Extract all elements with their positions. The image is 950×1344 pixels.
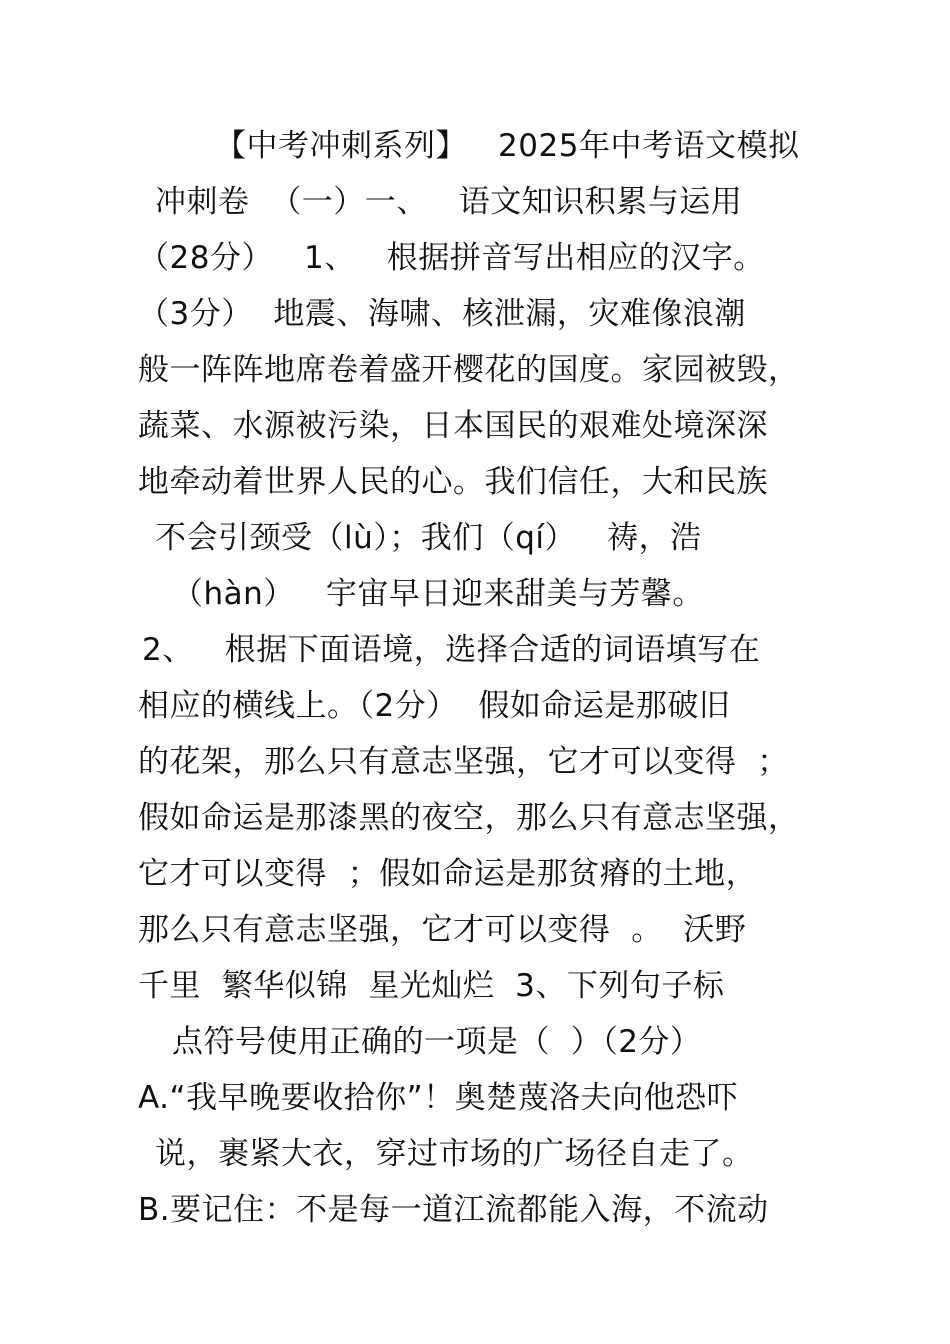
text-line-10: 2、 根据下面语境，选择合适的词语填写在 <box>142 632 761 668</box>
text-line-9: （hàn） 宇宙早日迎来甜美与芳馨。 <box>172 576 704 612</box>
text-line-19: 说，裹紧大衣，穿过市场的广场径自走了。 <box>155 1136 754 1172</box>
text-line-4: （3分） 地震、海啸、核泄漏，灾难像浪潮 <box>138 296 746 332</box>
text-line-14: 它才可以变得 ；假如命运是那贫瘠的土地， <box>138 856 758 892</box>
text-line-11: 相应的横线上。（2分） 假如命运是那破旧 <box>138 688 731 724</box>
text-line-8: 不会引颈受（lù）；我们（qí） 祷，浩 <box>155 520 702 556</box>
text-line-20: B.要记住：不是每一道江流都能入海，不流动 <box>138 1192 769 1228</box>
text-line-3: （28分） 1、 根据拼音写出相应的汉字。 <box>138 240 765 276</box>
text-line-5: 般一阵阵地席卷着盛开樱花的国度。家园被毁， <box>138 352 800 388</box>
text-line-7: 地牵动着世界人民的心。我们信任，大和民族 <box>138 464 768 500</box>
text-line-16: 千里 繁华似锦 星光灿烂 3、下列句子标 <box>138 968 725 1004</box>
text-line-17: 点符号使用正确的一项是（ ）（2分） <box>172 1024 702 1060</box>
text-line-6: 蔬菜、水源被污染，日本国民的艰难处境深深 <box>138 408 768 444</box>
text-line-13: 假如命运是那漆黑的夜空，那么只有意志坚强， <box>138 800 800 836</box>
text-line-2: 冲刺卷 （一）一、 语文知识积累与运用 <box>155 184 743 220</box>
text-line-15: 那么只有意志坚强，它才可以变得 。 沃野 <box>138 912 747 948</box>
text-line-18: A.“我早晚要收拾你”！奥楚蔑洛夫向他恐吓 <box>138 1080 739 1116</box>
text-line-1: 【中考冲刺系列】 2025年中考语文模拟 <box>215 128 800 164</box>
text-line-12: 的花架，那么只有意志坚强，它才可以变得 ； <box>138 744 789 780</box>
